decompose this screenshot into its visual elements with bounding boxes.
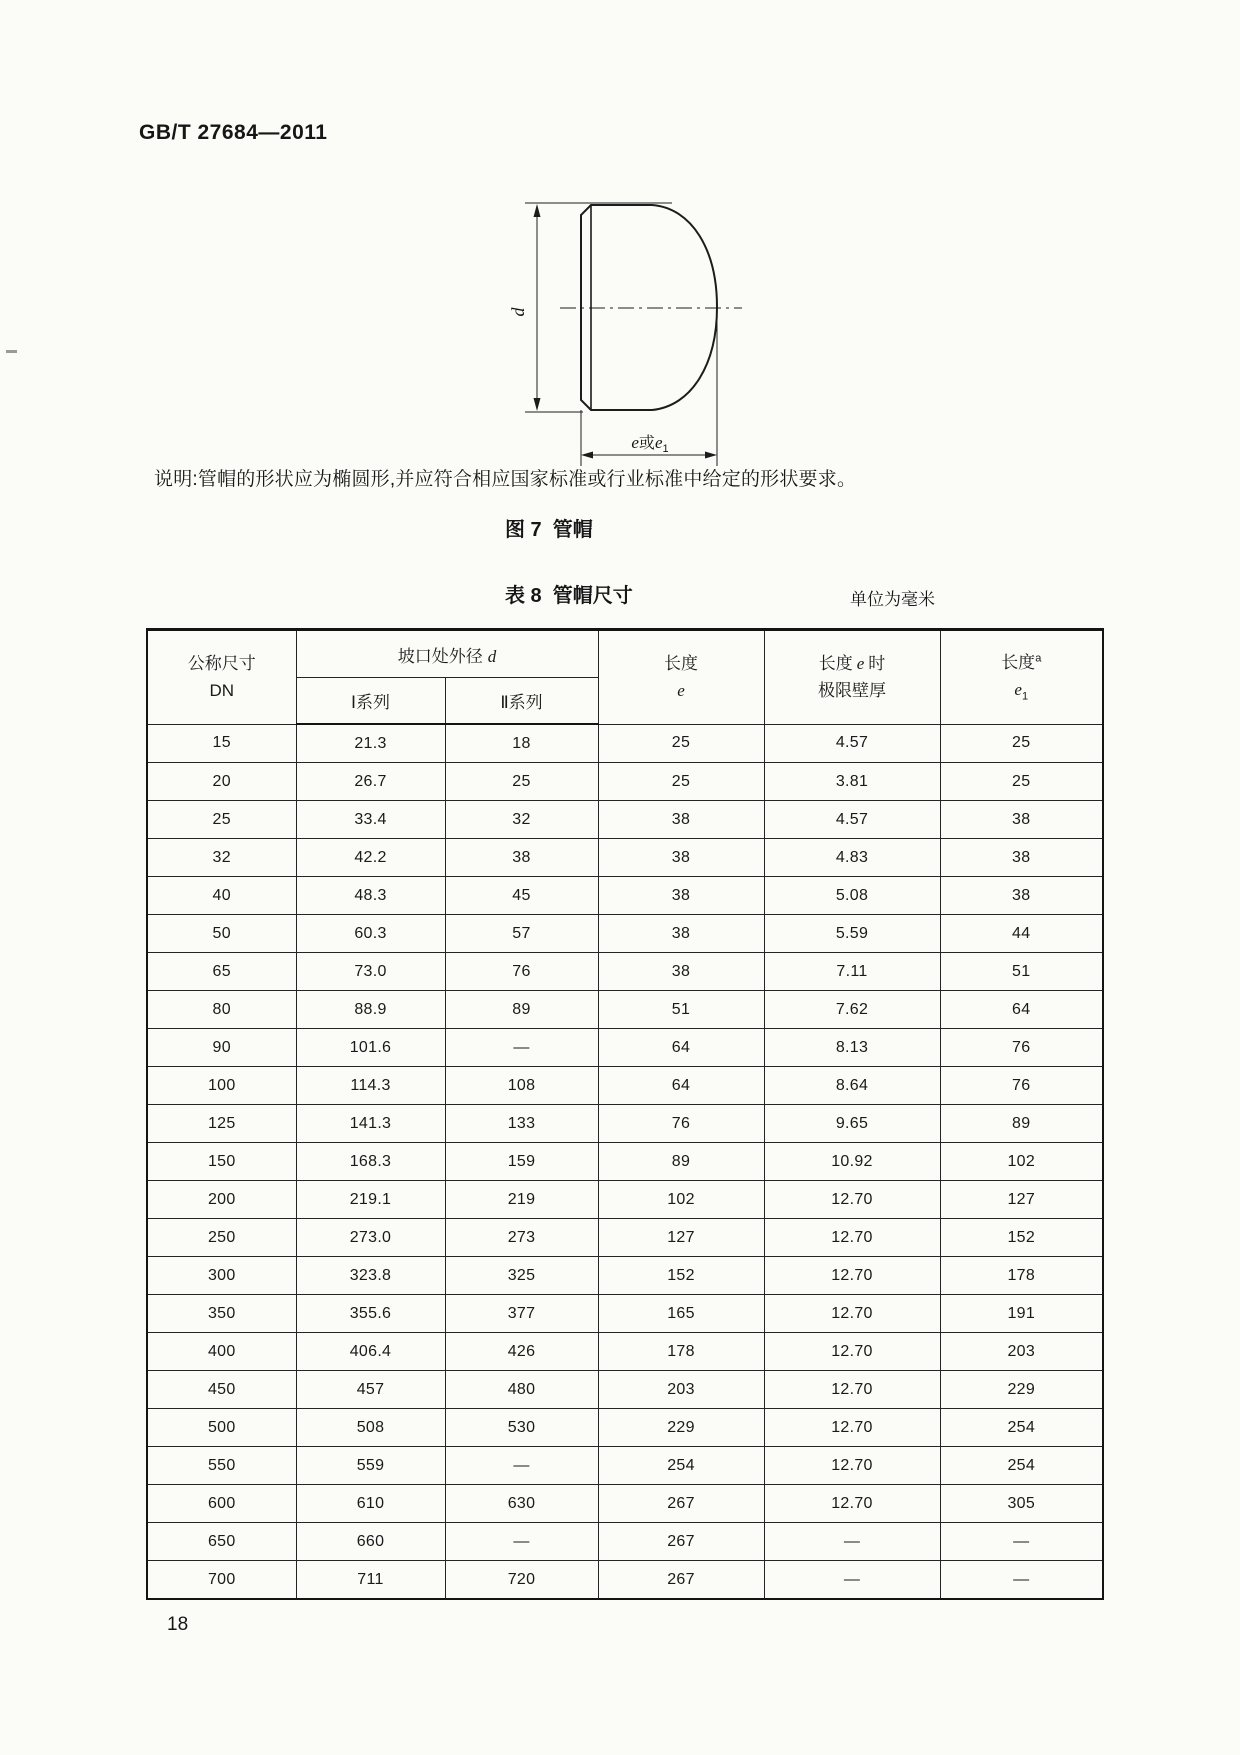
table-cell: 4.83 — [764, 839, 940, 877]
table-cell: 8.64 — [764, 1067, 940, 1105]
table-row — [147, 1523, 1103, 1561]
figure-note: 说明:管帽的形状应为椭圆形,并应符合相应国家标准或行业标准中给定的形状要求。 — [154, 469, 857, 490]
table-cell: 80 — [147, 991, 296, 1029]
table-row — [147, 877, 1103, 915]
table-cell: 219.1 — [296, 1181, 445, 1219]
header-series-2: Ⅱ系列 — [445, 678, 598, 725]
table-cell: 300 — [147, 1257, 296, 1295]
table-cell: 267 — [598, 1561, 764, 1600]
table-row — [147, 953, 1103, 991]
unit-note: 单位为毫米 — [850, 590, 935, 609]
table-cell: 89 — [940, 1105, 1103, 1143]
table-row — [147, 839, 1103, 877]
table-cell: 25 — [598, 724, 764, 763]
table-row — [147, 1067, 1103, 1105]
table-cell: 64 — [598, 1029, 764, 1067]
dim-d-label: d — [508, 307, 528, 317]
table-cell: 254 — [598, 1447, 764, 1485]
table-cell: 12.70 — [764, 1447, 940, 1485]
table-cell: 25 — [445, 763, 598, 801]
table-cell: 100 — [147, 1067, 296, 1105]
table-cell: 219 — [445, 1181, 598, 1219]
table-cell: 12.70 — [764, 1257, 940, 1295]
table-cell: 229 — [940, 1371, 1103, 1409]
arrowhead-left — [581, 452, 593, 459]
table-cell: 20 — [147, 763, 296, 801]
table-cell: 38 — [940, 839, 1103, 877]
scan-artifact-dash — [6, 350, 17, 353]
header-length-e: 长度 e — [598, 630, 764, 725]
table-cell: 102 — [598, 1181, 764, 1219]
table-cell: 64 — [940, 991, 1103, 1029]
table-cell: 203 — [598, 1371, 764, 1409]
table-cell: 127 — [598, 1219, 764, 1257]
header-series-1: Ⅰ系列 — [296, 678, 445, 725]
table-cell: 7.11 — [764, 953, 940, 991]
table-row — [147, 801, 1103, 839]
table-cell: 600 — [147, 1485, 296, 1523]
table-cell: 400 — [147, 1333, 296, 1371]
table-cell: 165 — [598, 1295, 764, 1333]
table-cell: 48.3 — [296, 877, 445, 915]
header-nominal-size: 公称尺寸 DN — [147, 630, 296, 725]
table-row — [147, 763, 1103, 801]
table-cell: 38 — [940, 877, 1103, 915]
table-cell: 711 — [296, 1561, 445, 1600]
table-row — [147, 1561, 1103, 1600]
table-cell: 102 — [940, 1143, 1103, 1181]
table-cell: 267 — [598, 1485, 764, 1523]
table-cell: 273.0 — [296, 1219, 445, 1257]
table-cell: 508 — [296, 1409, 445, 1447]
table-cell: 25 — [940, 724, 1103, 763]
table-cell: 550 — [147, 1447, 296, 1485]
table-cell: 457 — [296, 1371, 445, 1409]
table-cell: 200 — [147, 1181, 296, 1219]
table-cell: 254 — [940, 1409, 1103, 1447]
table-cell: — — [940, 1523, 1103, 1561]
table-cell: 25 — [598, 763, 764, 801]
dim-e-label — [605, 430, 695, 455]
table-cell: 178 — [598, 1333, 764, 1371]
table-cell: 203 — [940, 1333, 1103, 1371]
table-cell: 60.3 — [296, 915, 445, 953]
table-row — [147, 1105, 1103, 1143]
table-header — [147, 630, 1103, 725]
table-cell: 12.70 — [764, 1409, 940, 1447]
table-cell: 305 — [940, 1485, 1103, 1523]
table-cell: 8.13 — [764, 1029, 940, 1067]
page-number: 18 — [167, 1614, 189, 1635]
table-cell: 44 — [940, 915, 1103, 953]
table-body — [147, 724, 1103, 1599]
table-cell: 559 — [296, 1447, 445, 1485]
table-cell: 700 — [147, 1561, 296, 1600]
table-cell: 90 — [147, 1029, 296, 1067]
table-cell: — — [764, 1561, 940, 1600]
table-title: 表 8 管帽尺寸 — [505, 585, 633, 607]
table-cell: 229 — [598, 1409, 764, 1447]
table-cell: 325 — [445, 1257, 598, 1295]
table-cell: 38 — [598, 953, 764, 991]
table-cell: 267 — [598, 1523, 764, 1561]
table-cell: 159 — [445, 1143, 598, 1181]
table-cell: 25 — [940, 763, 1103, 801]
dim-e-or: 或 — [638, 435, 655, 452]
header-length-e1: 长度$^a$ $e_1$ — [940, 630, 1103, 725]
table-row — [147, 1219, 1103, 1257]
table-cell: 12.70 — [764, 1333, 940, 1371]
table-cell: 32 — [147, 839, 296, 877]
table-cell: — — [940, 1561, 1103, 1600]
table-row — [147, 1333, 1103, 1371]
table-cell: 150 — [147, 1143, 296, 1181]
table-cell: 500 — [147, 1409, 296, 1447]
pipe-cap-drawing — [420, 168, 760, 473]
table-cell: 133 — [445, 1105, 598, 1143]
table-cell: 426 — [445, 1333, 598, 1371]
table-cell: 114.3 — [296, 1067, 445, 1105]
table-cell: 141.3 — [296, 1105, 445, 1143]
table-cell: 406.4 — [296, 1333, 445, 1371]
table-cell: 21.3 — [296, 724, 445, 763]
table-cell: 254 — [940, 1447, 1103, 1485]
standard-code: GB/T 27684—2011 — [139, 121, 328, 144]
table-row — [147, 1409, 1103, 1447]
table-cell: 76 — [940, 1067, 1103, 1105]
table-cell: 38 — [598, 877, 764, 915]
table-cell: 720 — [445, 1561, 598, 1600]
table-cell: 7.62 — [764, 991, 940, 1029]
table-cell: 89 — [445, 991, 598, 1029]
table-cell: 12.70 — [764, 1181, 940, 1219]
table-cell: 38 — [445, 839, 598, 877]
table-cell: 38 — [598, 839, 764, 877]
table-cell: 108 — [445, 1067, 598, 1105]
dim-e-var2: e — [654, 433, 663, 452]
table-row — [147, 1143, 1103, 1181]
table-cell: 38 — [598, 915, 764, 953]
arrowhead-up — [534, 204, 541, 217]
table-cell: 5.59 — [764, 915, 940, 953]
table-cell: — — [764, 1523, 940, 1561]
table-cell: 3.81 — [764, 763, 940, 801]
table-cell: 127 — [940, 1181, 1103, 1219]
table-cell: 650 — [147, 1523, 296, 1561]
table-cell: 12.70 — [764, 1295, 940, 1333]
table-cell: 377 — [445, 1295, 598, 1333]
table-row — [147, 915, 1103, 953]
table-row — [147, 1257, 1103, 1295]
table-cell: 4.57 — [764, 724, 940, 763]
dim-e-var1: e — [631, 433, 639, 452]
table-cell: 12.70 — [764, 1371, 940, 1409]
table-cell: 250 — [147, 1219, 296, 1257]
table-cell: 33.4 — [296, 801, 445, 839]
table-cell: 73.0 — [296, 953, 445, 991]
figure-caption: 图 7 管帽 — [505, 519, 593, 541]
table-cell: — — [445, 1029, 598, 1067]
table-cell: 323.8 — [296, 1257, 445, 1295]
table-cell: 450 — [147, 1371, 296, 1409]
table-cell: 630 — [445, 1485, 598, 1523]
table-cell: 9.65 — [764, 1105, 940, 1143]
table-cell: 191 — [940, 1295, 1103, 1333]
header-outside-diameter: 坡口处外径 d — [296, 630, 598, 678]
table-cell: 26.7 — [296, 763, 445, 801]
table-cell: 18 — [445, 724, 598, 763]
table-cell: — — [445, 1523, 598, 1561]
table-row — [147, 1295, 1103, 1333]
table-row — [147, 991, 1103, 1029]
table-row — [147, 1181, 1103, 1219]
table-cell: 480 — [445, 1371, 598, 1409]
header-limit-wall-thickness: 长度 e 时 极限壁厚 — [764, 630, 940, 725]
table-row — [147, 1371, 1103, 1409]
table-cell: 152 — [598, 1257, 764, 1295]
table-row — [147, 1029, 1103, 1067]
table-cell: 76 — [598, 1105, 764, 1143]
dimensions-table — [146, 628, 1104, 1600]
table-cell: 32 — [445, 801, 598, 839]
table-cell: 50 — [147, 915, 296, 953]
table-cell: 4.57 — [764, 801, 940, 839]
table-cell: 38 — [940, 801, 1103, 839]
table-row — [147, 1447, 1103, 1485]
table-cell: 51 — [598, 991, 764, 1029]
table-cell: 101.6 — [296, 1029, 445, 1067]
table-cell: 12.70 — [764, 1219, 940, 1257]
table-cell: 12.70 — [764, 1485, 940, 1523]
table-cell: 89 — [598, 1143, 764, 1181]
table-cell: 57 — [445, 915, 598, 953]
table-cell: 168.3 — [296, 1143, 445, 1181]
table-cell: 530 — [445, 1409, 598, 1447]
pipe-cap-figure — [420, 168, 760, 473]
table-cell: 51 — [940, 953, 1103, 991]
dim-e-sub: 1 — [662, 443, 669, 456]
table-cell: — — [445, 1447, 598, 1485]
table-cell: 152 — [940, 1219, 1103, 1257]
arrowhead-right — [705, 452, 717, 459]
table-cell: 45 — [445, 877, 598, 915]
table-cell: 76 — [445, 953, 598, 991]
table-cell: 76 — [940, 1029, 1103, 1067]
table-row — [147, 724, 1103, 763]
table-cell: 660 — [296, 1523, 445, 1561]
table-cell: 25 — [147, 801, 296, 839]
arrowhead-down — [534, 398, 541, 411]
table-cell: 273 — [445, 1219, 598, 1257]
table-cell: 350 — [147, 1295, 296, 1333]
table-cell: 178 — [940, 1257, 1103, 1295]
table-cell: 38 — [598, 801, 764, 839]
table-cell: 88.9 — [296, 991, 445, 1029]
table-cell: 5.08 — [764, 877, 940, 915]
table-cell: 65 — [147, 953, 296, 991]
table-cell: 15 — [147, 724, 296, 763]
table-cell: 355.6 — [296, 1295, 445, 1333]
table-row — [147, 1485, 1103, 1523]
table-cell: 64 — [598, 1067, 764, 1105]
table-cell: 40 — [147, 877, 296, 915]
table-cell: 10.92 — [764, 1143, 940, 1181]
table-cell: 42.2 — [296, 839, 445, 877]
table-cell: 610 — [296, 1485, 445, 1523]
table-cell: 125 — [147, 1105, 296, 1143]
